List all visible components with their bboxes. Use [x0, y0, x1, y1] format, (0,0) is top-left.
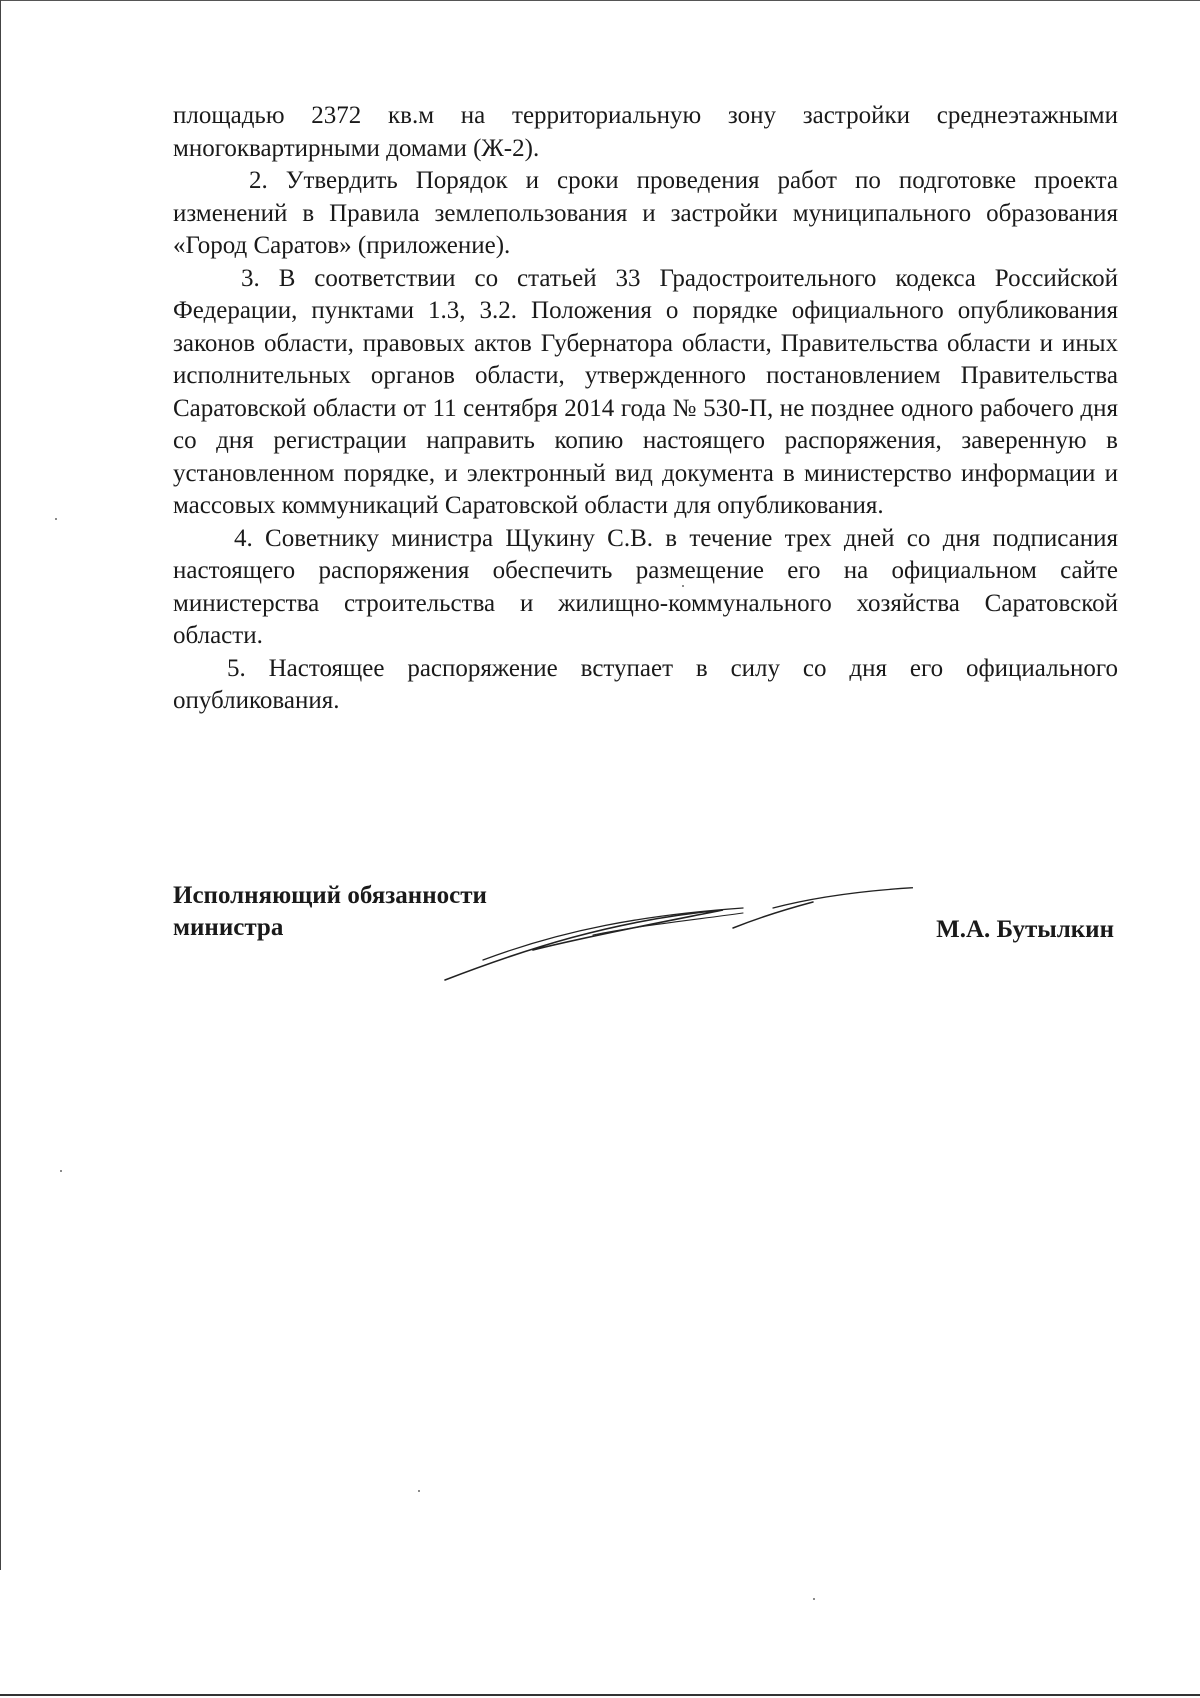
scan-edge-top	[0, 0, 1200, 1]
scan-edge-bottom	[0, 1694, 1200, 1696]
signatory-position-line-2: министра	[173, 914, 284, 941]
scan-edge-left	[0, 0, 1, 1570]
paragraph-4: 4. Советнику министра Щукину С.В. в течение трех дней со дня подписания настоящего распоряжения обеспечить размещение его на официальном сайте министерства строительства и жилищно-коммунального хозяйства Саратовской области.	[173, 524, 1118, 649]
scan-speck	[55, 518, 57, 520]
scan-speck	[60, 1170, 62, 1172]
paragraph-3: 3. В соответствии со статьей 33 Градостроительного кодекса Российской Федерации, пунктами 1.3, 3.2. Положения о порядке официального опубликования законов области, правовых актов Губернатора области, Правительства области и иных исполнительных органов области, утвержденного постановлением Правительства Саратовской области от 11 сентября 2014 года № 530-П, не позднее одного рабочего дня со дня регистрации направить копию настоящего распоряжения, заверенную в установленном порядке, и электронный вид документа в министерство информации и массовых коммуникаций Саратовской области для опубликования.	[173, 264, 1118, 519]
signatory-name: М.А. Бутылкин	[936, 916, 1114, 943]
paragraph-1-continued: площадью 2372 кв.м на территориальную зону застройки среднеэтажными многоквартирными домами (Ж-2).	[173, 102, 1118, 162]
signatory-position-line-1: Исполняющий обязанности	[173, 882, 487, 909]
handwritten-signature	[443, 880, 913, 990]
signatory-position	[173, 880, 487, 944]
signature-block	[173, 880, 1118, 990]
paragraph-2: 2. Утвердить Порядок и сроки проведения работ по подготовке проекта изменений в Правила землепользования и застройки муниципального образования «Город Саратов» (приложение).	[173, 167, 1118, 259]
scan-speck	[813, 1598, 815, 1600]
document-body	[173, 100, 1118, 718]
paragraph-5: 5. Настоящее распоряжение вступает в силу со дня его официального опубликования.	[173, 654, 1118, 714]
scan-speck	[418, 1490, 420, 1492]
